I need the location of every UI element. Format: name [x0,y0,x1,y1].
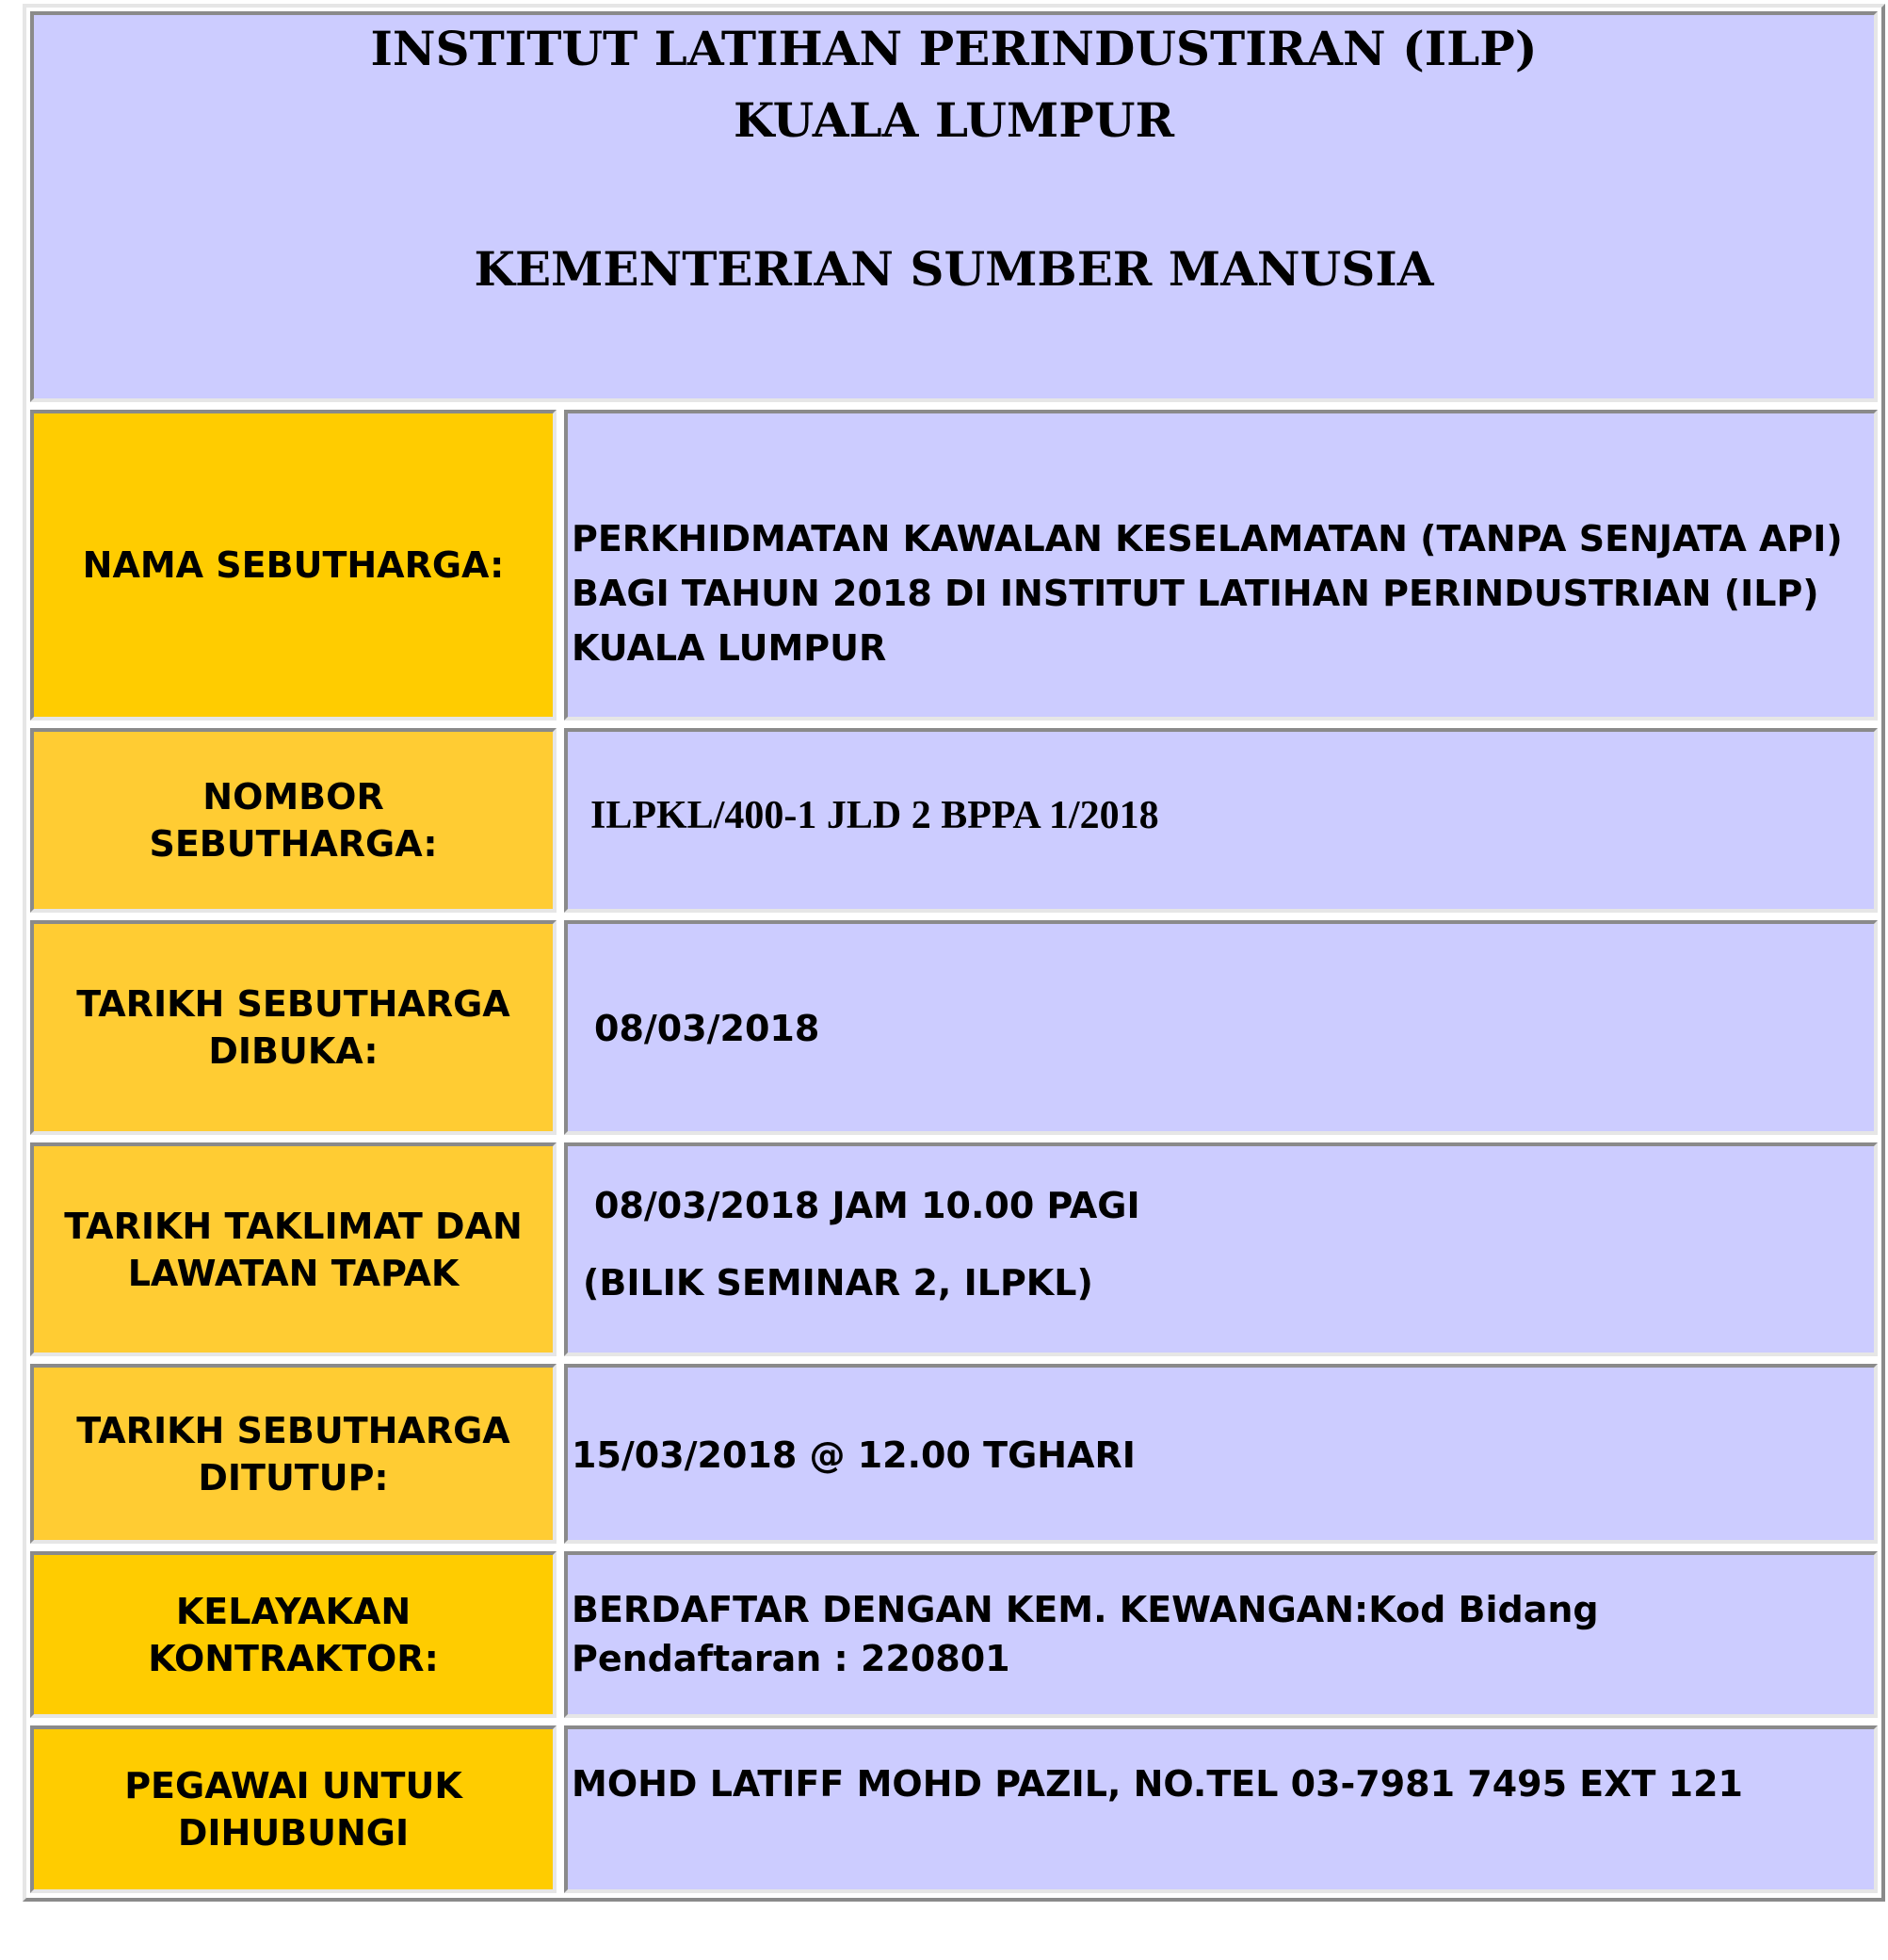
value-location-text: (BILIK SEMINAR 2, ILPKL) [583,1262,1093,1304]
label-text: NOMBOR SEBUTHARGA: [149,776,438,865]
value-nama-sebutharga [564,410,1878,721]
label-text: TARIKH SEBUTHARGA DITUTUP: [76,1409,510,1498]
label-kelayakan-kontraktor [30,1551,557,1718]
institute-name: INSTITUT LATIHAN PERINDUSTIRAN (ILP) [370,21,1538,76]
institute-location: KUALA LUMPUR [733,92,1175,148]
label-text: TARIKH TAKLIMAT DAN LAWATAN TAPAK [64,1205,523,1294]
label-tarikh-ditutup [30,1364,557,1544]
value-text: 08/03/2018 [594,1008,820,1049]
value-pegawai [564,1725,1878,1893]
label-tarikh-taklimat [30,1142,557,1356]
header-cell [30,11,1878,402]
label-text: TARIKH SEBUTHARGA DIBUKA: [76,983,510,1072]
value-nombor-sebutharga [564,728,1878,913]
label-nombor-sebutharga [30,728,557,913]
ministry-name: KEMENTERIAN SUMBER MANUSIA [474,241,1434,297]
label-text: PEGAWAI UNTUK DIHUBUNGI [124,1765,462,1854]
value-kelayakan-kontraktor [564,1551,1878,1718]
label-text: NAMA SEBUTHARGA: [82,544,505,586]
label-pegawai [30,1725,557,1893]
label-nama-sebutharga [30,410,557,721]
value-text: BERDAFTAR DENGAN KEM. KEWANGAN:Kod Bidang Pendaftaran : 220801 [572,1589,1599,1679]
value-text: 08/03/2018 JAM 10.00 PAGI [594,1185,1140,1226]
value-text: MOHD LATIFF MOHD PAZIL, NO.TEL 03-7981 7495 EXT 121 [572,1763,1743,1805]
value-tarikh-taklimat [564,1142,1878,1356]
value-tarikh-dibuka [564,920,1878,1135]
label-text: KELAYAKAN KONTRAKTOR: [148,1590,439,1679]
value-text: PERKHIDMATAN KAWALAN KESELAMATAN (TANPA SENJATA API) BAGI TAHUN 2018 DI INSTITUT LATIHAN PERINDUSTRIAN (ILP) KUALA LUMPUR [572,518,1843,669]
value-text: 15/03/2018 @ 12.00 TGHARI [572,1434,1136,1476]
label-tarikh-dibuka [30,920,557,1135]
value-tarikh-ditutup [564,1364,1878,1544]
value-text: ILPKL/400-1 JLD 2 BPPA 1/2018 [590,794,1159,837]
